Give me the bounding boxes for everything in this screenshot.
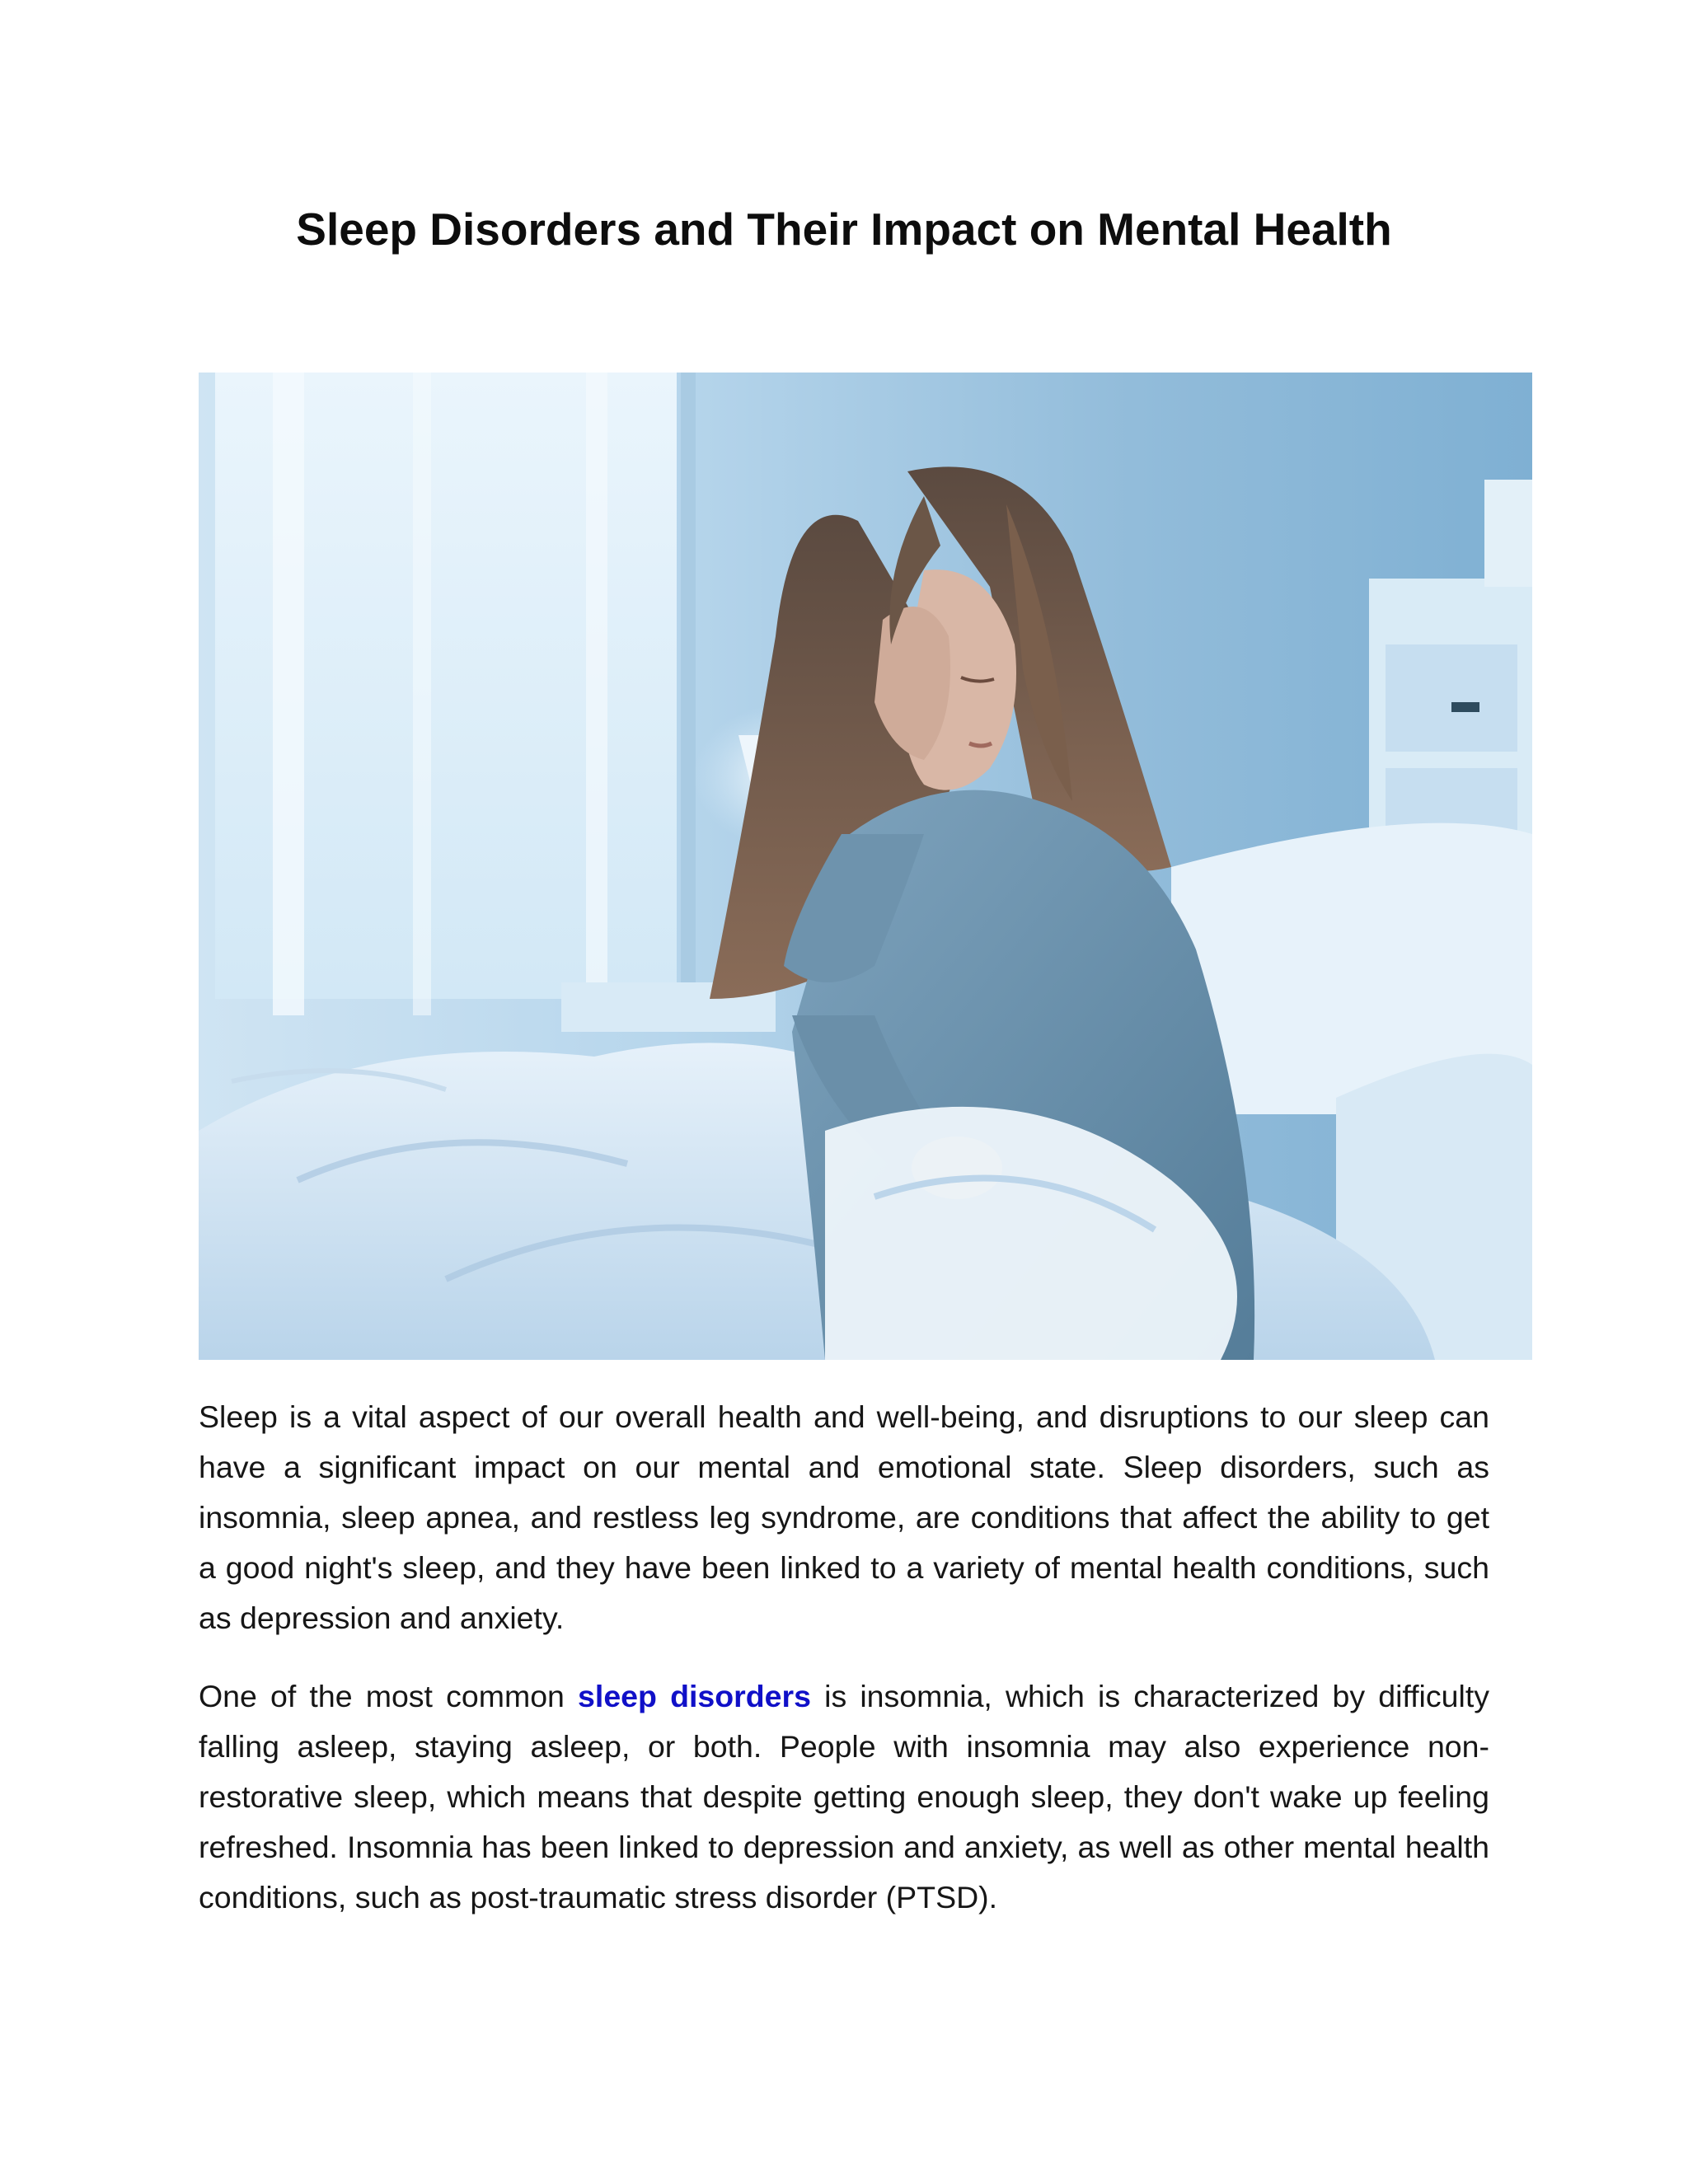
- paragraph-2-rest: is insomnia, which is characterized by difficulty falling asleep, staying asleep, or both. People with insomnia may also experience non-restorative sleep, which means that despite getting enough sleep, they don't wake up feeling refreshed. Insomnia has been linked to depression and anxiety, as well as other mental health conditions, such as post-traumatic stress disorder (PTSD).: [199, 1679, 1489, 1915]
- page-title: Sleep Disorders and Their Impact on Mental Health: [296, 204, 1392, 255]
- paragraph-1: Sleep is a vital aspect of our overall health and well-being, and disruptions to our sleep can have a significant impact on our mental and emotional state. Sleep disorders, such as insomnia, sleep apnea, and restless leg syndrome, are conditions that affect the ability to get a good night's sleep, and they have been linked to a variety of mental health conditions, such as depression and anxiety.: [199, 1399, 1489, 1635]
- woman-in-bed-illustration: [199, 373, 1532, 1360]
- hero-image: [199, 373, 1532, 1360]
- sleep-disorders-link[interactable]: sleep disorders: [578, 1679, 811, 1713]
- paragraph-2-lead: One of the most common: [199, 1679, 579, 1713]
- paragraph-2: [199, 1671, 1489, 1923]
